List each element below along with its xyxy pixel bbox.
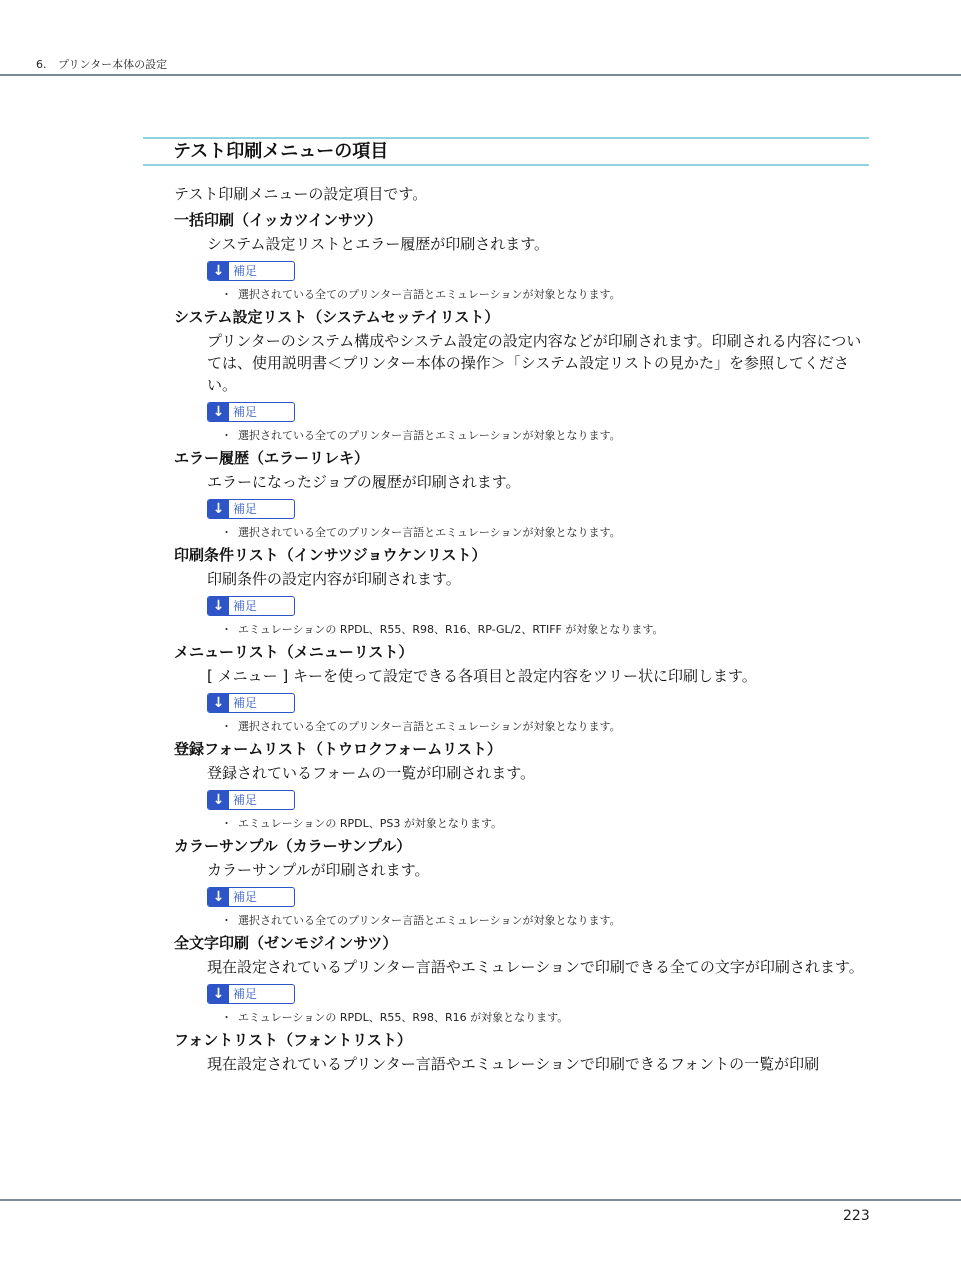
menu-item-all-characters-print [174,933,874,1026]
note-text: 選択されている全てのプリンター言語とエミュレーションが対象となります。 [238,288,621,301]
note-label: 補足 [233,793,258,807]
item-title: 一括印刷（イッカツインサツ） [174,211,383,229]
menu-item-print-settings-list [174,545,874,638]
bullet-icon: ・ [221,1011,232,1024]
note-badge [207,499,295,519]
note-text: エミュレーションの RPDL、R55、R98、R16 が対象となります。 [238,1011,569,1024]
item-description: [ メニュー ] キーを使って設定できる各項目と設定内容をツリー状に印刷します。 [207,667,757,685]
item-description: エラーになったジョブの履歴が印刷されます。 [207,473,521,491]
menu-item-registered-form-list [174,739,874,832]
note-badge [207,693,295,713]
note-badge [207,887,295,907]
section-title: テスト印刷メニューの項目 [173,141,389,162]
down-arrow-icon: ↓ [208,262,229,280]
note-item [221,287,874,303]
note-item [221,816,874,832]
section-title-block [143,137,869,166]
note-label: 補足 [233,405,258,419]
item-title: フォントリスト（フォントリスト） [174,1031,412,1049]
note-label: 補足 [233,599,258,613]
item-description: プリンターのシステム構成やシステム設定の設定内容などが印刷されます。印刷される内容については、使用説明書＜プリンター本体の操作＞「システム設定リストの見かた」を参照してください。 [207,332,862,394]
page-number: 223 [843,1208,870,1224]
note-label: 補足 [233,264,258,278]
note-list [221,816,874,832]
bullet-icon: ・ [221,288,232,301]
menu-item-color-sample [174,836,874,929]
item-title: システム設定リスト（システムセッテイリスト） [174,308,500,326]
note-item [221,622,874,638]
note-list [221,1010,874,1026]
note-badge [207,984,295,1004]
note-label: 補足 [233,890,258,904]
item-description: カラーサンプルが印刷されます。 [207,861,430,879]
note-list [221,525,874,541]
note-badge [207,790,295,810]
down-arrow-icon: ↓ [208,694,229,712]
menu-item-font-list [174,1030,874,1075]
note-item [221,525,874,541]
note-label: 補足 [233,987,258,1001]
note-item [221,1010,874,1026]
bullet-icon: ・ [221,429,232,442]
down-arrow-icon: ↓ [208,597,229,615]
menu-item-system-settings-list [174,307,874,444]
item-description: 現在設定されているプリンター言語やエミュレーションで印刷できる全ての文字が印刷されます。 [207,958,864,976]
down-arrow-icon: ↓ [208,791,229,809]
item-title: 印刷条件リスト（インサツジョウケンリスト） [174,546,487,564]
note-list [221,622,874,638]
bullet-icon: ・ [221,914,232,927]
note-badge [207,596,295,616]
item-title: エラー履歴（エラーリレキ） [174,449,370,467]
note-list [221,719,874,735]
bullet-icon: ・ [221,623,232,636]
down-arrow-icon: ↓ [208,888,229,906]
bullet-icon: ・ [221,720,232,733]
chapter-title: プリンター本体の設定 [58,58,168,71]
note-text: 選択されている全てのプリンター言語とエミュレーションが対象となります。 [238,914,621,927]
section-intro: テスト印刷メニューの設定項目です。 [174,185,428,203]
note-label: 補足 [233,696,258,710]
note-text: エミュレーションの RPDL、R55、R98、R16、RP-GL/2、RTIFF が対象となります。 [238,623,664,636]
bullet-icon: ・ [221,526,232,539]
note-item [221,428,874,444]
item-description: 登録されているフォームの一覧が印刷されます。 [207,764,536,782]
note-list [221,913,874,929]
footer-divider [0,1199,961,1201]
down-arrow-icon: ↓ [208,403,229,421]
item-description: 印刷条件の設定内容が印刷されます。 [207,570,461,588]
note-text: エミュレーションの RPDL、PS3 が対象となります。 [238,817,502,830]
chapter-number: 6. [36,58,47,71]
item-description: システム設定リストとエラー履歴が印刷されます。 [207,235,550,253]
note-item [221,719,874,735]
note-item [221,913,874,929]
note-list [221,287,874,303]
main-content [174,180,874,1078]
item-title: メニューリスト（メニューリスト） [174,643,414,661]
item-title: カラーサンプル（カラーサンプル） [174,837,412,855]
down-arrow-icon: ↓ [208,985,229,1003]
item-title: 全文字印刷（ゼンモジインサツ） [174,934,398,952]
note-list [221,428,874,444]
note-text: 選択されている全てのプリンター言語とエミュレーションが対象となります。 [238,429,621,442]
menu-item-menu-list [174,642,874,735]
note-text: 選択されている全てのプリンター言語とエミュレーションが対象となります。 [238,720,621,733]
item-title: 登録フォームリスト（トウロクフォームリスト） [174,740,502,758]
bullet-icon: ・ [221,817,232,830]
menu-item-batch-print [174,210,874,303]
note-label: 補足 [233,502,258,516]
item-description: 現在設定されているプリンター言語やエミュレーションで印刷できるフォントの一覧が印刷 [207,1055,820,1073]
running-header [36,56,167,72]
header-divider [0,74,961,76]
menu-item-error-log [174,448,874,541]
note-badge [207,402,295,422]
down-arrow-icon: ↓ [208,500,229,518]
note-badge [207,261,295,281]
note-text: 選択されている全てのプリンター言語とエミュレーションが対象となります。 [238,526,621,539]
